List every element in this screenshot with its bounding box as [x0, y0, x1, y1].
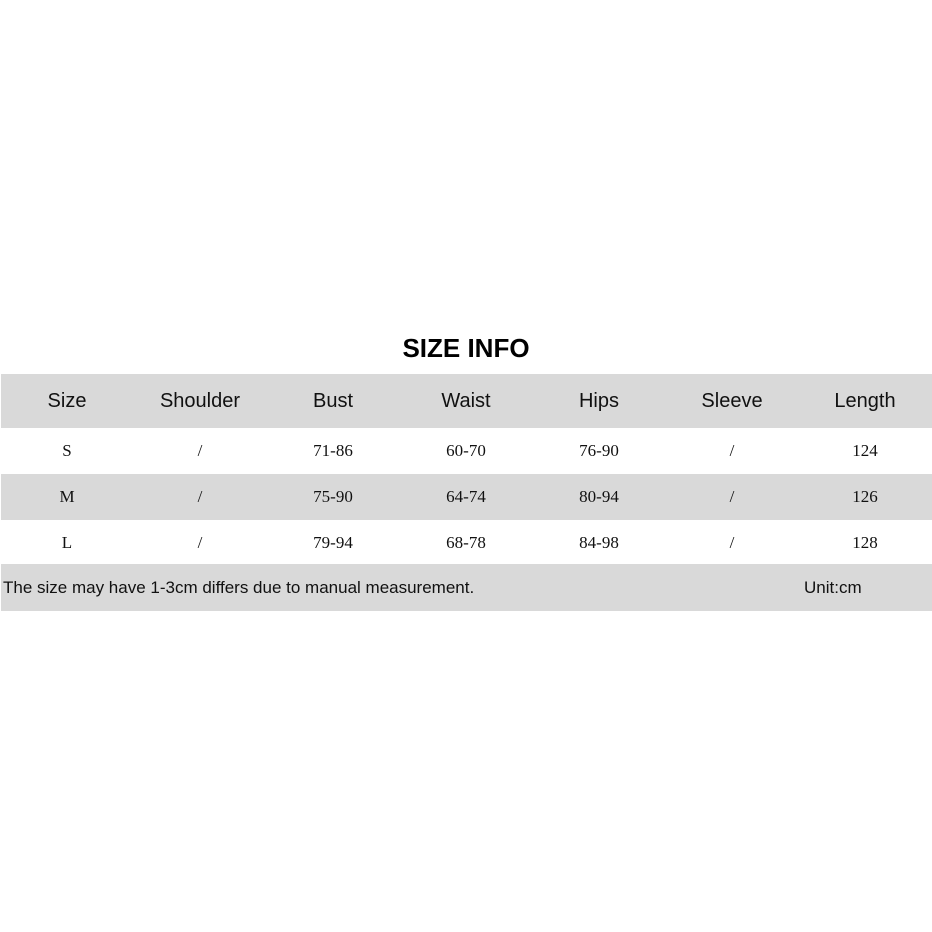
table-row [1, 428, 932, 474]
cell-sleeve: / [729, 441, 735, 460]
table-footer [1, 564, 932, 611]
header-shoulder: Shoulder [159, 389, 241, 412]
cell-shoulder: / [197, 441, 203, 460]
cell-hips: 76-90 [579, 441, 619, 460]
cell-size: S [62, 441, 72, 460]
cell-sleeve: / [729, 533, 735, 552]
header-sleeve: Sleeve [701, 389, 763, 412]
header-bust: Bust [312, 389, 354, 412]
page-title: SIZE INFO [402, 333, 530, 363]
cell-sleeve: / [729, 487, 735, 506]
cell-waist: 64-74 [446, 487, 486, 506]
cell-shoulder: / [197, 487, 203, 506]
cell-waist: 60-70 [446, 441, 486, 460]
header-size: Size [47, 389, 87, 412]
cell-bust: 75-90 [313, 487, 353, 506]
header-length: Length [834, 389, 896, 412]
size-table [1, 374, 932, 566]
cell-shoulder: / [197, 533, 203, 552]
cell-waist: 68-78 [446, 533, 486, 552]
table-row [1, 474, 932, 520]
cell-size: L [61, 533, 73, 552]
cell-length: 124 [852, 441, 878, 460]
measurement-note: The size may have 1-3cm differs due to manual measurement. [3, 578, 475, 597]
unit-label: Unit:cm [804, 578, 862, 597]
cell-length: 128 [852, 533, 878, 552]
cell-bust: 71-86 [313, 441, 353, 460]
cell-bust: 79-94 [313, 533, 353, 552]
cell-hips: 84-98 [579, 533, 619, 552]
cell-length: 126 [852, 487, 878, 506]
table-row [1, 520, 932, 566]
header-hips: Hips [578, 389, 619, 412]
header-waist: Waist [441, 389, 491, 412]
cell-hips: 80-94 [579, 487, 619, 506]
cell-size: M [59, 487, 75, 506]
table-header-row [1, 374, 932, 428]
